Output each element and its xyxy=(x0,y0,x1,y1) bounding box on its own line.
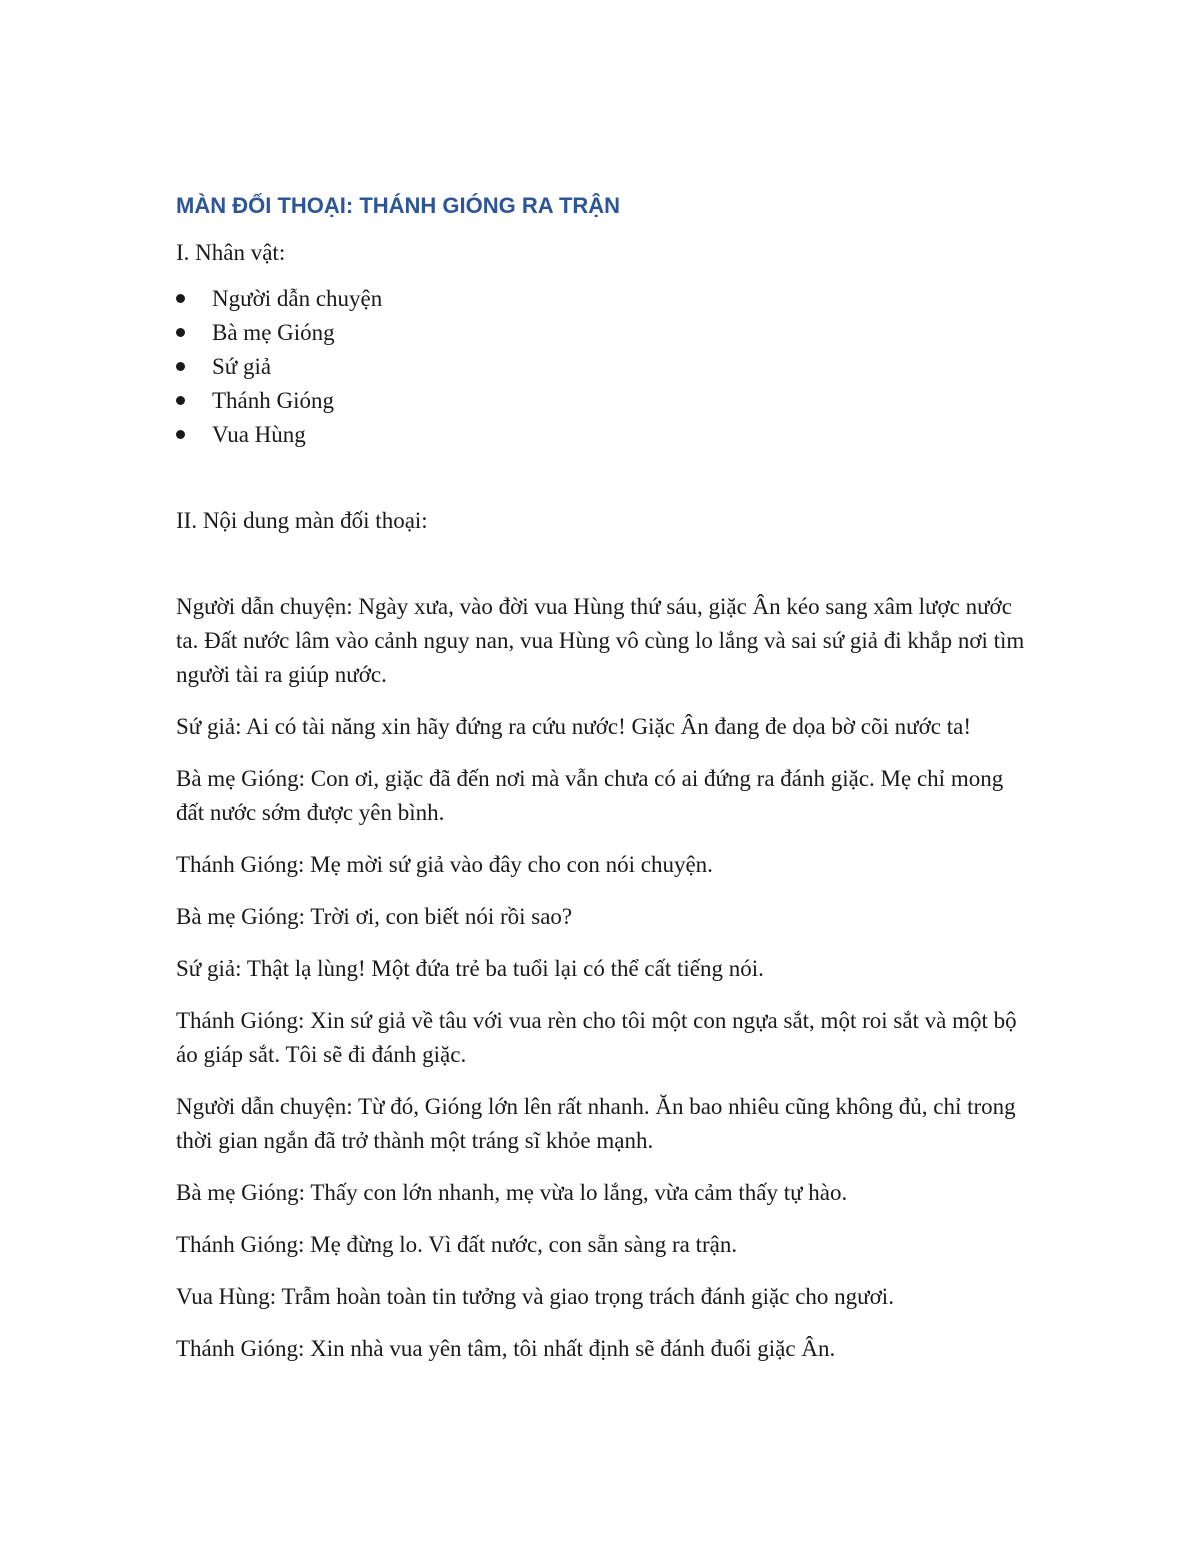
list-item xyxy=(176,350,1026,384)
character-name: Sứ giả xyxy=(212,354,272,379)
dialogue-line: Vua Hùng: Trẫm hoàn toàn tin tưởng và giao trọng trách đánh giặc cho ngươi. xyxy=(176,1284,894,1309)
character-name: Bà mẹ Gióng xyxy=(212,320,335,345)
bullet-icon xyxy=(176,362,185,371)
bullet-icon xyxy=(176,294,185,303)
document-page xyxy=(176,188,1026,1384)
bullet-icon xyxy=(176,328,185,337)
dialogue-line: Thánh Gióng: Mẹ đừng lo. Vì đất nước, con sẵn sàng ra trận. xyxy=(176,1232,738,1257)
dialogue-line: Sứ giả: Ai có tài năng xin hãy đứng ra cứu nước! Giặc Ân đang đe dọa bờ cõi nước ta! xyxy=(176,714,971,739)
bullet-icon xyxy=(176,396,185,405)
dialogue-line: Người dẫn chuyện: Từ đó, Gióng lớn lên rất nhanh. Ăn bao nhiêu cũng không đủ, chỉ trong thời gian ngắn đã trở thành một tráng sĩ khỏe mạnh. xyxy=(176,1094,1016,1153)
dialogue-line: Thánh Gióng: Xin sứ giả về tâu với vua rèn cho tôi một con ngựa sắt, một roi sắt và một bộ áo giáp sắt. Tôi sẽ đi đánh giặc. xyxy=(176,1008,1017,1067)
list-item xyxy=(176,282,1026,316)
list-item xyxy=(176,316,1026,350)
section-characters-heading: I. Nhân vật: xyxy=(176,240,286,265)
character-name: Người dẫn chuyện xyxy=(212,286,383,311)
dialogue-line: Bà mẹ Gióng: Thấy con lớn nhanh, mẹ vừa lo lắng, vừa cảm thấy tự hào. xyxy=(176,1180,848,1205)
dialogue-line: Người dẫn chuyện: Ngày xưa, vào đời vua Hùng thứ sáu, giặc Ân kéo sang xâm lược nước ta. Đất nước lâm vào cảnh nguy nan, vua Hùng vô cùng lo lắng và sai sứ giả đi khắp nơi tìm người tài ra giúp nước. xyxy=(176,594,1025,687)
dialogue-line: Thánh Gióng: Xin nhà vua yên tâm, tôi nhất định sẽ đánh đuổi giặc Ân. xyxy=(176,1336,836,1361)
character-name: Vua Hùng xyxy=(212,422,306,447)
document-title: MÀN ĐỐI THOẠI: THÁNH GIÓNG RA TRẬN xyxy=(176,193,621,218)
dialogue-line: Thánh Gióng: Mẹ mời sứ giả vào đây cho con nói chuyện. xyxy=(176,852,713,877)
character-name: Thánh Gióng xyxy=(212,388,335,413)
dialogue-line: Bà mẹ Gióng: Trời ơi, con biết nói rồi sao? xyxy=(176,904,573,929)
bullet-icon xyxy=(176,430,185,439)
character-list xyxy=(176,282,1026,452)
dialogue-line: Bà mẹ Gióng: Con ơi, giặc đã đến nơi mà vẫn chưa có ai đứng ra đánh giặc. Mẹ chỉ mong đất nước sớm được yên bình. xyxy=(176,766,1004,825)
section-dialogue-heading: II. Nội dung màn đối thoại: xyxy=(176,508,428,533)
list-item xyxy=(176,384,1026,418)
dialogue-line: Sứ giả: Thật lạ lùng! Một đứa trẻ ba tuổi lại có thể cất tiếng nói. xyxy=(176,956,764,981)
dialogue-body xyxy=(176,590,1026,1366)
list-item xyxy=(176,418,1026,452)
